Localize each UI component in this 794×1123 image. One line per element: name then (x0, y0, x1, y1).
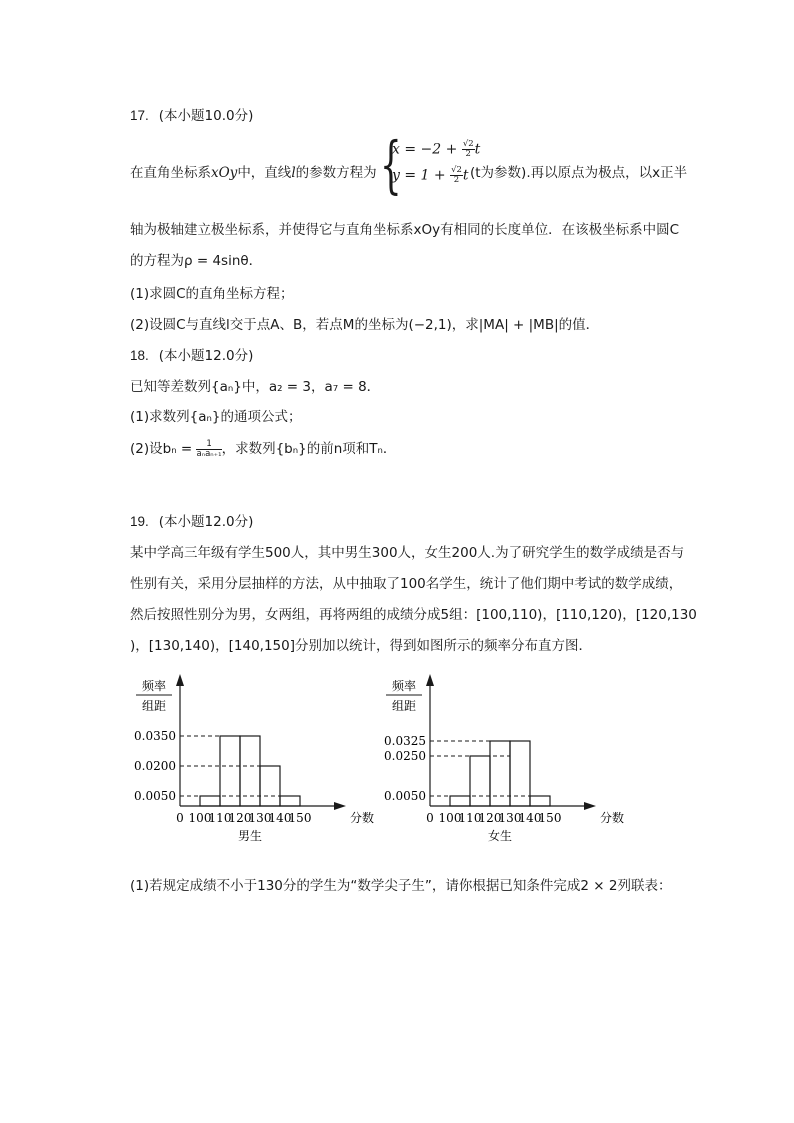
x-tick-label: 140 (268, 811, 292, 825)
y-label-top: 频率 (391, 679, 417, 693)
q18-part2-before: (2)设bₙ = (130, 441, 193, 457)
q19-line2: 性别有关，采用分层抽样的方法，从中抽取了100名学生，统计了他们期中考试的数学成绩， (130, 576, 683, 592)
histogram-bar (280, 796, 300, 806)
x-tick-label: 100 (188, 811, 212, 825)
x-tick-label: 120 (228, 811, 252, 825)
x-axis-arrow-icon (584, 802, 596, 810)
histogram-bar (200, 796, 220, 806)
histogram-bar (260, 766, 280, 806)
q17-param-note: (t为参数).再以原点为极点，以x正半 (470, 165, 688, 181)
q18-part2-after: ，求数列{bₙ}的前n项和Tₙ． (221, 441, 397, 457)
q18-part2 (130, 437, 396, 459)
q18-points: (本小题12.0分) (158, 348, 254, 364)
x-tick-label: 140 (518, 811, 542, 825)
q19-line3: 然后按照性别分为男，女两组，再将两组的成绩分成5组：[100,110)，[110,120)，[120,130 (130, 607, 697, 623)
y-label-bottom: 组距 (141, 699, 167, 713)
q17-part1: (1)求圆C的直角坐标方程； (130, 286, 294, 302)
histogram-bar (470, 756, 490, 806)
eq1-left: x = −2 + (392, 141, 458, 158)
eq2-frac-den: 2 (453, 175, 460, 185)
x-axis-label: 分数 (600, 811, 625, 825)
x-tick-label: 100 (438, 811, 462, 825)
q17-header (130, 104, 253, 124)
eq1-frac-den: 2 (465, 149, 471, 159)
x-tick-label: 110 (458, 811, 482, 825)
q17-intro-text3: 的参数方程为 (295, 165, 377, 181)
q18-frac (196, 440, 221, 459)
q17-line3: 的方程为ρ = 4sinθ． (130, 253, 263, 269)
q17-intro (130, 161, 377, 181)
histogram-bar (240, 736, 260, 806)
system-brace: { (380, 128, 402, 201)
y-label-bottom: 组距 (391, 699, 417, 713)
y-axis-arrow-icon (176, 674, 184, 686)
chart-title: 女生 (487, 829, 513, 843)
x-tick-label: 0 (426, 811, 434, 825)
q17-eq2 (392, 166, 469, 185)
eq2-t: t (462, 167, 469, 184)
x-tick-label: 130 (498, 811, 522, 825)
q17-l: l (291, 165, 296, 181)
q18-frac-num: 1 (196, 440, 221, 450)
y-tick-label: 0.0250 (384, 749, 426, 763)
x-tick-label: 120 (478, 811, 502, 825)
q18-part1: (1)求数列{aₙ}的通项公式； (130, 409, 302, 425)
q19-line4: )，[130,140)，[140,150]分别加以统计，得到如图所示的频率分布直方图． (130, 638, 592, 654)
y-axis-arrow-icon (426, 674, 434, 686)
x-tick-label: 110 (208, 811, 232, 825)
chart-title: 男生 (237, 829, 263, 843)
q17-part2: (2)设圆C与直线l交于点A、B，若点M的坐标为(−2,1)，求|MA| + |MB|的值． (130, 317, 600, 333)
eq2-frac (450, 166, 463, 185)
x-tick-label: 130 (248, 811, 272, 825)
q17-line2: 轴为极轴建立极坐标系，并使得它与直角坐标系xOy有相同的长度单位．在该极坐标系中圆C (130, 222, 680, 238)
eq1-frac (462, 140, 475, 159)
histogram-bar (220, 736, 240, 806)
y-tick-label: 0.0200 (134, 759, 176, 773)
q18-line1: 已知等差数列{aₙ}中，a₂ = 3，a₇ = 8． (130, 379, 381, 395)
q17-points: (本小题10.0分) (158, 108, 254, 124)
eq1-t: t (474, 141, 481, 158)
histogram-bar (510, 741, 530, 806)
q17-eq1 (392, 140, 480, 159)
q17-intro-text2: 中，直线 (237, 165, 292, 181)
q17-number: 17. (130, 108, 149, 123)
y-tick-label: 0.0050 (384, 789, 426, 803)
eq2-left: y = 1 + (392, 167, 446, 184)
q19-points: (本小题12.0分) (158, 514, 254, 530)
eq1-frac-num: √2 (462, 139, 474, 149)
y-label-top: 频率 (141, 679, 167, 693)
q18-number: 18. (130, 348, 149, 363)
histogram-bar (530, 796, 550, 806)
eq2-frac-num: √2 (451, 165, 462, 175)
q19-header (130, 510, 253, 530)
q17-xoy: xOy (211, 165, 238, 181)
q19-part1: (1)若规定成绩不小于130分的学生为“数学尖子生”，请你根据已知条件完成2 × 2列联表： (130, 878, 672, 894)
x-axis-arrow-icon (334, 802, 346, 810)
male-histogram (128, 664, 378, 864)
female-histogram (378, 664, 638, 864)
y-tick-label: 0.0050 (134, 789, 176, 803)
x-tick-label: 150 (538, 811, 562, 825)
histogram-bar (450, 796, 470, 806)
y-tick-label: 0.0325 (384, 734, 426, 748)
y-tick-label: 0.0350 (134, 729, 176, 743)
q19-number: 19. (130, 514, 149, 529)
x-tick-label: 0 (176, 811, 184, 825)
q18-header (130, 344, 253, 364)
x-axis-label: 分数 (350, 811, 375, 825)
q17-intro-text: 在直角坐标系 (130, 165, 211, 181)
x-tick-label: 150 (288, 811, 312, 825)
q18-frac-den: aₙaₙ₊₁ (196, 448, 222, 459)
q19-line1: 某中学高三年级有学生500人，其中男生300人，女生200人.为了研究学生的数学成绩是否与 (130, 545, 685, 561)
